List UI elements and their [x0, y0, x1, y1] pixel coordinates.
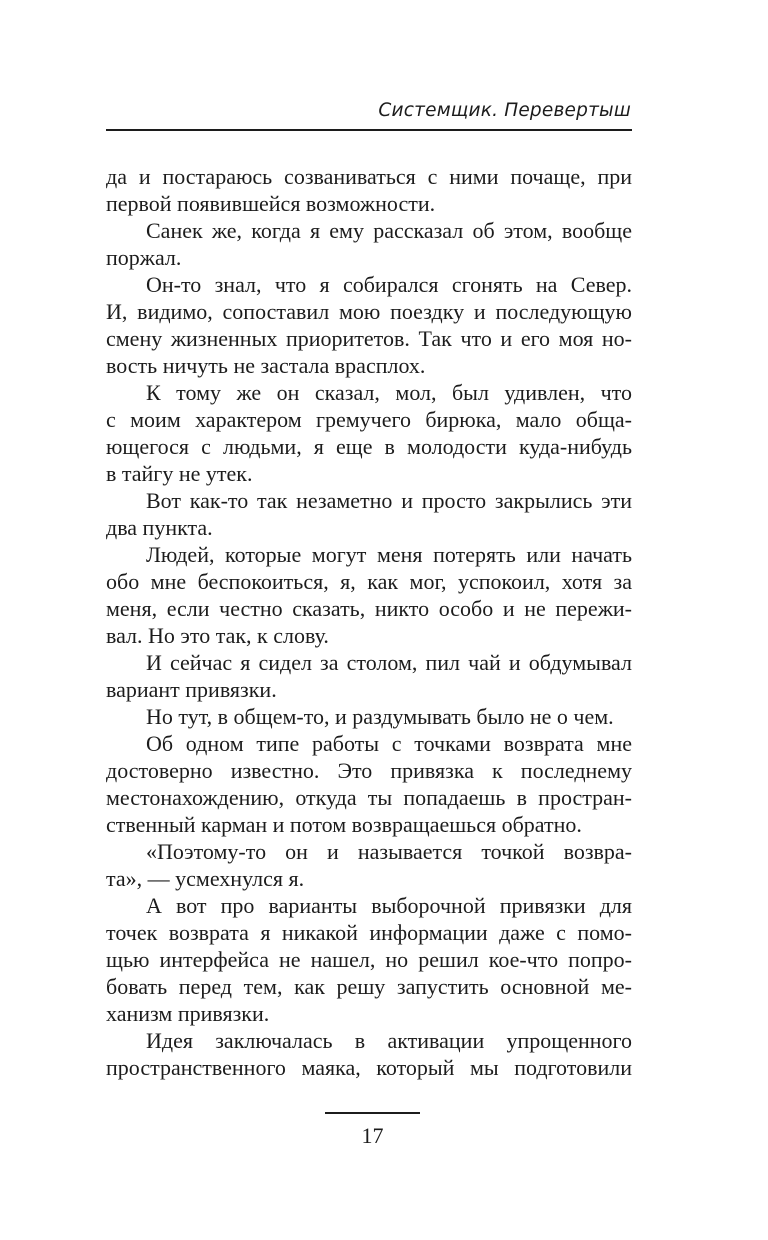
paragraph [106, 1027, 632, 1081]
text-line: Идея заключалась в активации упрощенного [146, 1028, 632, 1053]
text-line: да и постараюсь созваниваться с ними почаще, при [106, 164, 632, 189]
text-line: Людей, которые могут меня потерять или начать [146, 542, 632, 567]
text-line: обо мне беспокоиться, я, как мог, успокоил, хотя за [106, 569, 632, 594]
text-line: К тому же он сказал, мол, был удивлен, что [146, 380, 632, 405]
paragraph [106, 541, 632, 649]
running-title: Системщик. Перевертыш [378, 100, 631, 121]
paragraph [106, 892, 632, 1027]
text-line: с моим характером гремучего бирюка, мало обща- [106, 407, 632, 432]
text-line: ственный карман и потом возвращаешься обратно. [106, 812, 582, 837]
text-line: пространственного маяка, который мы подготовили [106, 1055, 632, 1080]
text-line: в тайгу не утек. [106, 461, 253, 486]
text-line: И, видимо, сопоставил мою поездку и последующую [106, 299, 632, 324]
body-text [106, 163, 632, 1081]
text-line: поржал. [106, 245, 182, 270]
paragraph [106, 838, 632, 892]
paragraph [106, 271, 632, 379]
paragraph [106, 163, 632, 217]
text-line: первой появившейся возможности. [106, 191, 436, 216]
text-line: Санек же, когда я ему рассказал об этом, вообще [146, 218, 632, 243]
page-number: 17 [361, 1123, 384, 1148]
text-line: «Поэтому-то он и называется точкой возвра- [146, 839, 632, 864]
text-line: вость ничуть не застала врасплох. [106, 353, 426, 378]
footer-rule [325, 1112, 420, 1114]
text-line: щью интерфейса не нашел, но решил кое-что попро- [106, 947, 632, 972]
text-line: Об одном типе работы с точками возврата мне [146, 731, 632, 756]
text-line: Он-то знал, что я собирался сгонять на Север. [146, 272, 632, 297]
text-line: смену жизненных приоритетов. Так что и его моя но- [106, 326, 632, 351]
paragraph [106, 487, 632, 541]
paragraph [106, 649, 632, 703]
paragraph [106, 217, 632, 271]
text-line: Вот как-то так незаметно и просто закрылись эти [146, 488, 632, 513]
text-line: местонахождению, откуда ты попадаешь в простран- [106, 785, 632, 810]
header-rule [106, 129, 632, 131]
text-line: вал. Но это так, к слову. [106, 623, 329, 648]
text-line: А вот про варианты выборочной привязки для [146, 893, 632, 918]
paragraph [106, 703, 632, 730]
paragraph [106, 379, 632, 487]
text-line: ханизм привязки. [106, 1001, 270, 1026]
text-line: достоверно известно. Это привязка к последнему [106, 758, 632, 783]
text-line: вариант привязки. [106, 677, 277, 702]
text-line: бовать перед тем, как решу запустить основной ме- [106, 974, 632, 999]
text-line: та», — усмехнулся я. [106, 866, 305, 891]
text-line: два пункта. [106, 515, 213, 540]
text-line: ющегося с людьми, я еще в молодости куда-нибудь [106, 434, 632, 459]
text-line: точек возврата я никакой информации даже с помо- [106, 920, 632, 945]
text-line: И сейчас я сидел за столом, пил чай и обдумывал [146, 650, 632, 675]
text-line: меня, если честно сказать, никто особо и не пережи- [106, 596, 632, 621]
text-line: Но тут, в общем-то, и раздумывать было не о чем. [146, 704, 614, 729]
paragraph [106, 730, 632, 838]
